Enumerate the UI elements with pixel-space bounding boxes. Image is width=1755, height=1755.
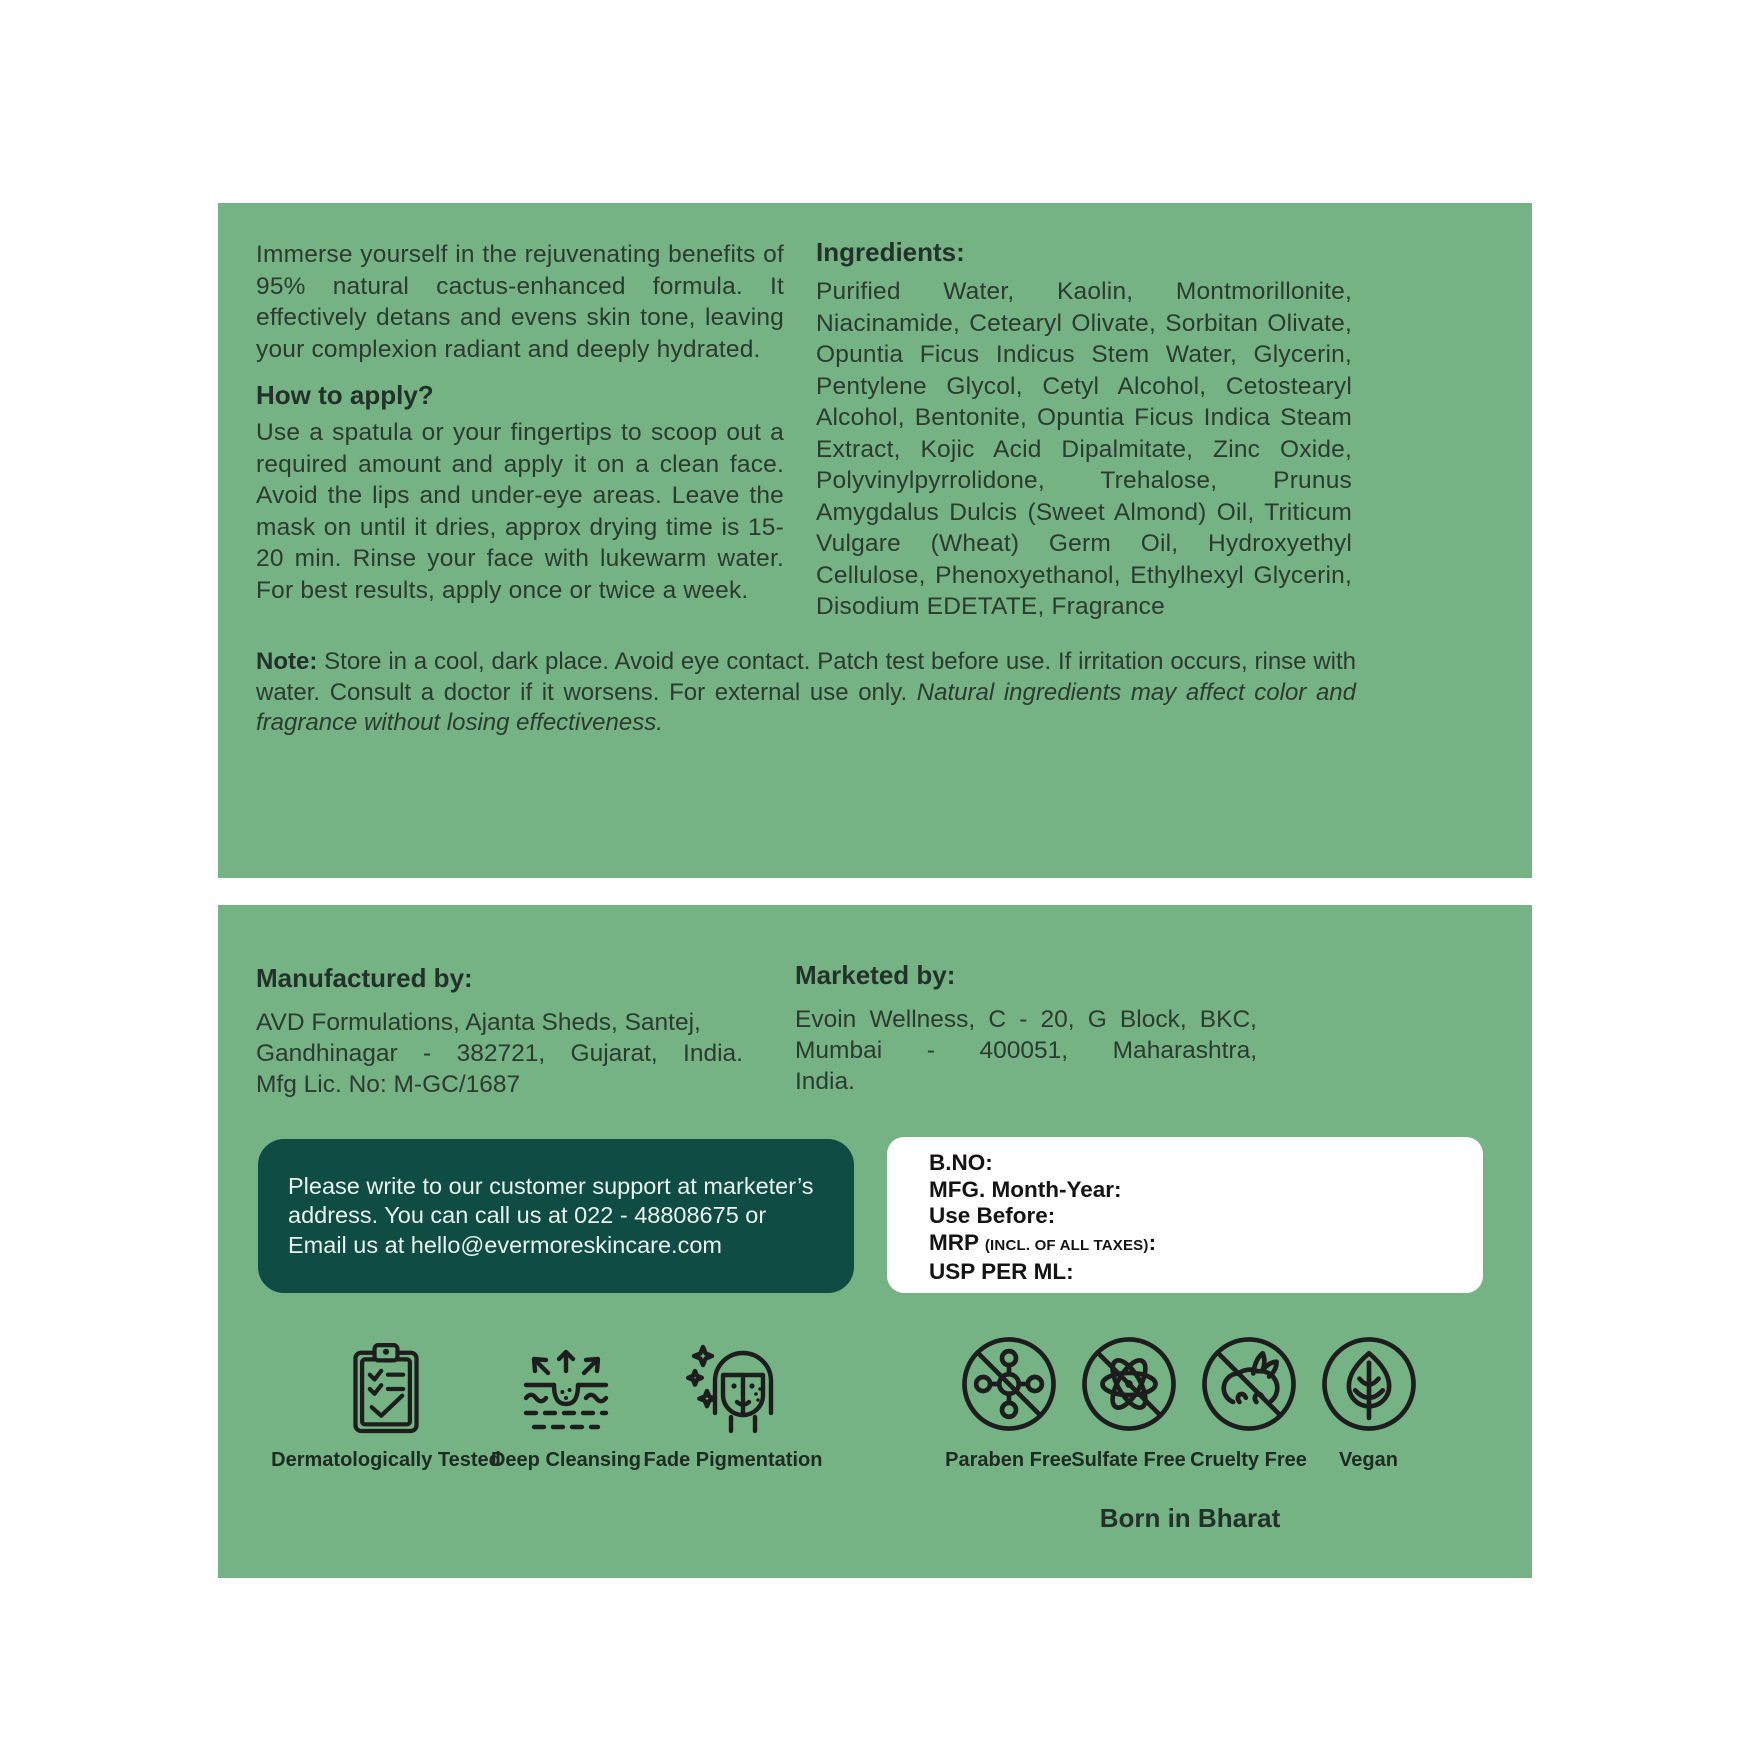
marketed-by-heading: Marketed by: — [795, 960, 956, 990]
use-before-field: Use Before: — [929, 1203, 1056, 1229]
manufactured-by-heading: Manufactured by: — [256, 963, 473, 993]
fade-pigmentation-face-icon — [683, 1333, 783, 1437]
clipboard-check-icon — [344, 1333, 428, 1437]
intro-paragraph: Immerse yourself in the rejuvenating benefits of 95% natural cactus-enhanced formula. It effectively detans and evens skin tone, leaving your complexion radiant and deeply hydrated. — [256, 241, 784, 363]
description-column — [256, 239, 784, 606]
info-panel — [218, 203, 1532, 878]
batch-info-box — [887, 1137, 1483, 1293]
badge-label: Cruelty Free — [1190, 1449, 1307, 1471]
claims-badges-right — [945, 1333, 1431, 1472]
badge-vegan — [1311, 1333, 1426, 1472]
note-label: Note: — [256, 648, 318, 675]
mrp-taxes-note: (INCL. OF ALL TAXES) — [984, 1236, 1149, 1254]
note-paragraph — [256, 647, 1356, 739]
mrp-label: MRP — [929, 1229, 985, 1255]
badge-fade-pigmentation — [640, 1333, 826, 1472]
marketed-by-line: Evoin Wellness, C - 20, G Block, BKC, — [795, 1006, 1257, 1033]
usp-per-ml-field: USP PER ML: — [929, 1259, 1074, 1285]
badge-label: Vegan — [1339, 1449, 1398, 1471]
born-in-bharat-text: Born in Bharat — [1099, 1503, 1281, 1533]
sulfate-free-icon — [1076, 1333, 1182, 1437]
cruelty-free-rabbit-icon — [1196, 1333, 1302, 1437]
customer-support-box — [258, 1139, 854, 1293]
batch-number-field: B.NO: — [929, 1150, 993, 1175]
manufactured-by-line: Gandhinagar - 382721, Gujarat, India. — [256, 1040, 743, 1067]
note-italic-text: Natural ingredients may affect color and fragrance without losing effectiveness. — [256, 678, 1356, 736]
badge-label: Deep Cleansing — [490, 1449, 642, 1471]
claims-badges-left — [271, 1333, 826, 1472]
how-to-apply-paragraph: Use a spatula or your fingertips to scoop out a required amount and apply it on a clean face. Avoid the lips and under-eye areas. Leave the mask on until it dries, approx drying time is 15-20 min. Rinse your face with lukewarm water. For best results, apply once or twice a week. — [256, 419, 784, 604]
marketed-by-block — [795, 960, 1257, 1097]
customer-support-text: Please write to our customer support at marketer’s address. You can call us at 022 - 48808675 or Email us at hello@evermoreskincare.com — [288, 1172, 814, 1258]
manufactured-by-block — [256, 963, 743, 1100]
mrp-field — [929, 1230, 1463, 1260]
marketed-by-line: India. — [795, 1068, 855, 1095]
marketed-by-line: Mumbai - 400051, Maharashtra, — [795, 1037, 1257, 1064]
ingredients-column — [816, 236, 1352, 623]
vegan-leaf-icon — [1316, 1333, 1422, 1437]
badge-cruelty-free — [1191, 1333, 1306, 1472]
ingredients-heading: Ingredients: — [816, 237, 965, 267]
badge-sulfate-free — [1071, 1333, 1186, 1472]
note-text: Store in a cool, dark place. Avoid eye contact. Patch test before use. If irritation occurs, rinse with water. Consult a doctor if it worsens. For external use only. — [256, 648, 1356, 706]
ingredients-paragraph: Purified Water, Kaolin, Montmorillonite, Niacinamide, Cetearyl Olivate, Sorbitan Olivate, Opuntia Ficus Indicus Stem Water, Glycerin, Pentylene Glycol, Cetyl Alcohol, Cetostearyl Alcohol, Bentonite, Opuntia Ficus Indica Steam Extract, Kojic Acid Dipalmitate, Zinc Oxide, Polyvinylpyrrolidone, Trehalose, Prunus Amygdalus Dulcis (Sweet Almond) Oil, Triticum Vulgare (Wheat) Germ Oil, Hydroxyethyl Cellulose, Phenoxyethanol, Ethylhexyl Glycerin, Disodium EDETATE, Fragrance — [816, 278, 1352, 620]
mfg-date-field: MFG. Month-Year: — [929, 1176, 1122, 1202]
manufacturer-panel — [218, 905, 1532, 1578]
badge-label: Dermatologically Tested — [271, 1449, 501, 1471]
paraben-free-icon — [956, 1333, 1062, 1437]
deep-cleansing-icon — [516, 1333, 616, 1437]
mrp-colon: : — [1148, 1229, 1157, 1255]
badge-paraben-free — [945, 1333, 1072, 1472]
badge-label: Fade Pigmentation — [643, 1449, 823, 1471]
badge-dermatologically-tested — [271, 1333, 501, 1472]
badge-deep-cleansing — [492, 1333, 640, 1472]
manufactured-by-line: Mfg Lic. No: M-GC/1687 — [256, 1071, 521, 1098]
badge-label: Sulfate Free — [1071, 1449, 1186, 1471]
manufactured-by-line: AVD Formulations, Ajanta Sheds, Santej, — [256, 1009, 701, 1036]
how-to-apply-heading: How to apply? — [256, 380, 434, 410]
badge-label: Paraben Free — [945, 1449, 1072, 1471]
